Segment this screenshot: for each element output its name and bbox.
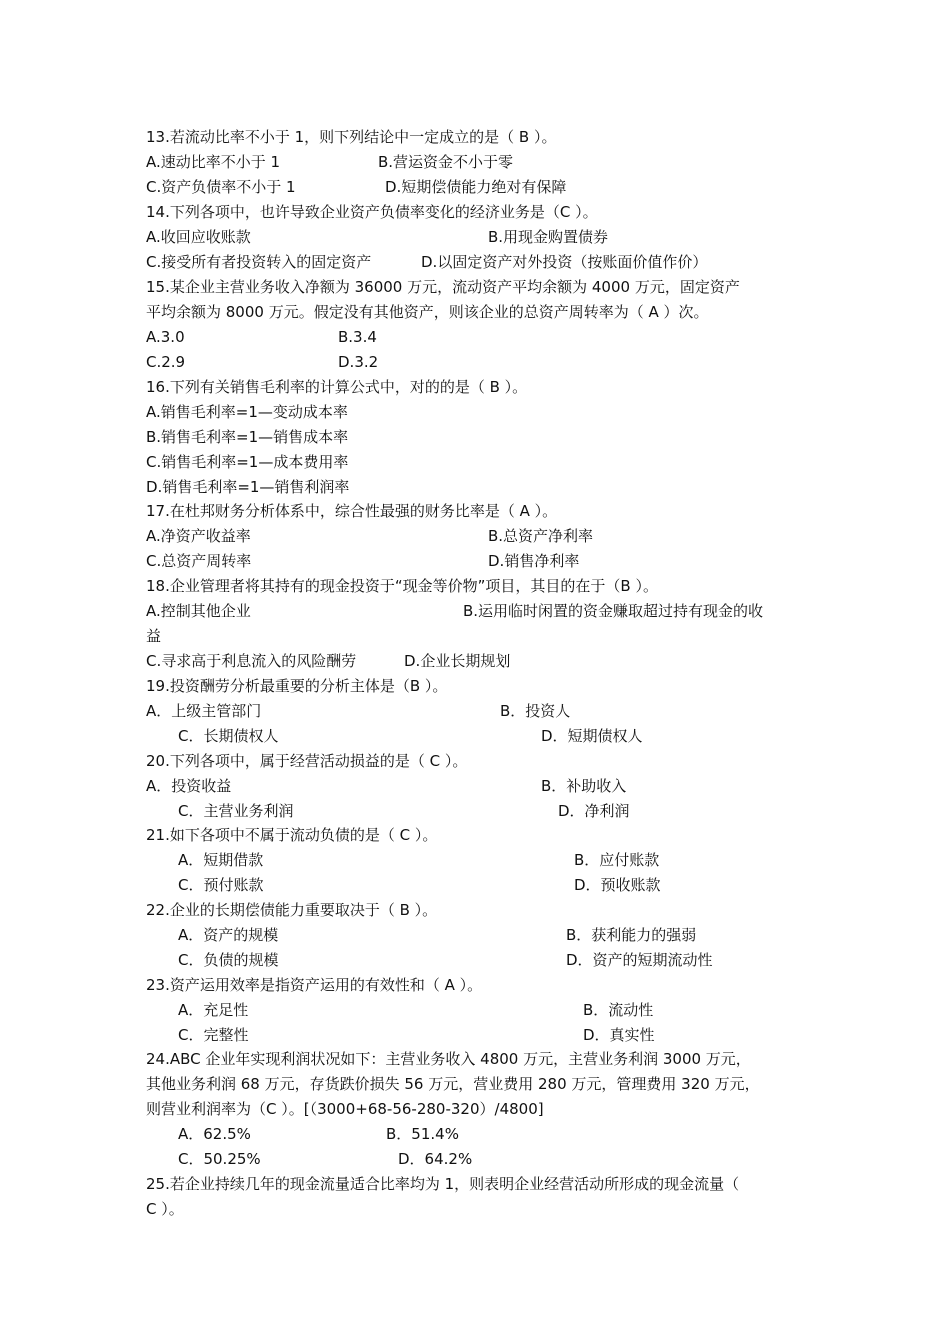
question-22-option-d: D．资产的短期流动性 [566, 951, 713, 969]
question-24-stem-line2: 其他业务利润 68 万元，存货跌价损失 56 万元，营业费用 280 万元，管理费用 320 万元， [146, 1075, 760, 1093]
question-15-option-b: B.3.4 [338, 328, 377, 346]
question-14-option-c: C.接受所有者投资转入的固定资产 [146, 253, 372, 271]
question-20-option-c: C．主营业务利润 [178, 802, 294, 820]
question-16-option-c: C.销售毛利率=1—成本费用率 [146, 453, 349, 471]
question-25-stem-line1: 25.若企业持续几年的现金流量适合比率均为 1，则表明企业经营活动所形成的现金流量（ [146, 1175, 740, 1193]
question-20-option-a: A．投资收益 [146, 777, 232, 795]
question-21-option-d: D．预收账款 [574, 876, 661, 894]
question-22-option-c: C．负债的规模 [178, 951, 279, 969]
question-17-stem: 17.在杜邦财务分析体系中，综合性最强的财务比率是（ A ）。 [146, 502, 558, 520]
question-21-option-a: A．短期借款 [178, 851, 264, 869]
question-20-stem: 20.下列各项中，属于经营活动损益的是（ C ）。 [146, 752, 468, 770]
question-23-option-a: A．充足性 [178, 1001, 249, 1019]
question-18-option-d: D.企业长期规划 [404, 652, 511, 670]
question-25-stem-line2: C ）。 [146, 1200, 184, 1218]
question-14-option-a: A.收回应收账款 [146, 228, 251, 246]
question-15-stem-line1: 15.某企业主营业务收入净额为 36000 万元，流动资产平均余额为 4000 万元，固定资产 [146, 278, 740, 296]
question-24-option-d: D．64.2% [398, 1150, 473, 1168]
question-21-stem: 21.如下各项中不属于流动负债的是（ C ）。 [146, 826, 438, 844]
question-13-stem: 13.若流动比率不小于 1，则下列结论中一定成立的是（ B ）。 [146, 128, 557, 146]
question-16-option-a: A.销售毛利率=1—变动成本率 [146, 403, 348, 421]
question-18-option-b: B.运用临时闲置的资金赚取超过持有现金的收 [463, 602, 764, 620]
question-20-option-d: D．净利润 [558, 802, 630, 820]
question-17-option-a: A.净资产收益率 [146, 527, 251, 545]
question-24-option-c: C．50.25% [178, 1150, 261, 1168]
question-14-option-d: D.以固定资产对外投资（按账面价值作价） [421, 253, 708, 271]
question-15-option-d: D.3.2 [338, 353, 379, 371]
question-23-stem: 23.资产运用效率是指资产运用的有效性和（ A ）。 [146, 976, 483, 994]
question-21-option-c: C．预付账款 [178, 876, 264, 894]
question-13-option-c: C.资产负债率不小于 1 [146, 178, 296, 196]
question-13-option-a: A.速动比率不小于 1 [146, 153, 281, 171]
question-24-option-b: B．51.4% [386, 1125, 459, 1143]
question-20-option-b: B．补助收入 [541, 777, 627, 795]
question-18-option-c: C.寻求高于利息流入的风险酬劳 [146, 652, 357, 670]
question-23-option-b: B．流动性 [583, 1001, 654, 1019]
question-23-option-d: D．真实性 [583, 1026, 655, 1044]
question-14-option-b: B.用现金购置债券 [488, 228, 609, 246]
question-18-stem: 18.企业管理者将其持有的现金投资于“现金等价物”项目，其目的在于（B ）。 [146, 577, 658, 595]
question-15-stem-line2: 平均余额为 8000 万元。假定没有其他资产，则该企业的总资产周转率为（ A ）次。 [146, 303, 709, 321]
question-21-option-b: B．应付账款 [574, 851, 660, 869]
question-19-option-d: D．短期债权人 [541, 727, 643, 745]
question-19-option-b: B．投资人 [500, 702, 571, 720]
question-24-option-a: A．62.5% [178, 1125, 251, 1143]
question-24-stem-line1: 24.ABC 企业年实现利润状况如下：主营业务收入 4800 万元，主营业务利润 3000 万元， [146, 1050, 751, 1068]
question-17-option-d: D.销售净利率 [488, 552, 580, 570]
question-19-stem: 19.投资酬劳分析最重要的分析主体是（B ）。 [146, 677, 448, 695]
question-22-option-b: B．获利能力的强弱 [566, 926, 697, 944]
question-24-stem-line3: 则营业利润率为（C ）。[（3000+68-56-280-320）/4800] [146, 1100, 544, 1118]
question-19-option-a: A．上级主管部门 [146, 702, 262, 720]
question-13-option-d: D.短期偿债能力绝对有保障 [385, 178, 567, 196]
question-16-option-d: D.销售毛利率=1—销售利润率 [146, 478, 350, 496]
question-16-stem: 16.下列有关销售毛利率的计算公式中，对的的是（ B ）。 [146, 378, 528, 396]
question-14-stem: 14.下列各项中，也许导致企业资产负债率变化的经济业务是（C ）。 [146, 203, 598, 221]
question-13-option-b: B.营运资金不小于零 [378, 153, 514, 171]
question-22-option-a: A．资产的规模 [178, 926, 279, 944]
question-16-option-b: B.销售毛利率=1—销售成本率 [146, 428, 349, 446]
question-18-option-b-wrap: 益 [146, 627, 162, 645]
question-17-option-b: B.总资产净利率 [488, 527, 594, 545]
question-18-option-a: A.控制其他企业 [146, 602, 251, 620]
question-15-option-a: A.3.0 [146, 328, 185, 346]
question-22-stem: 22.企业的长期偿债能力重要取决于（ B ）。 [146, 901, 438, 919]
question-23-option-c: C．完整性 [178, 1026, 249, 1044]
question-19-option-c: C．长期债权人 [178, 727, 279, 745]
question-15-option-c: C.2.9 [146, 353, 186, 371]
question-17-option-c: C.总资产周转率 [146, 552, 252, 570]
